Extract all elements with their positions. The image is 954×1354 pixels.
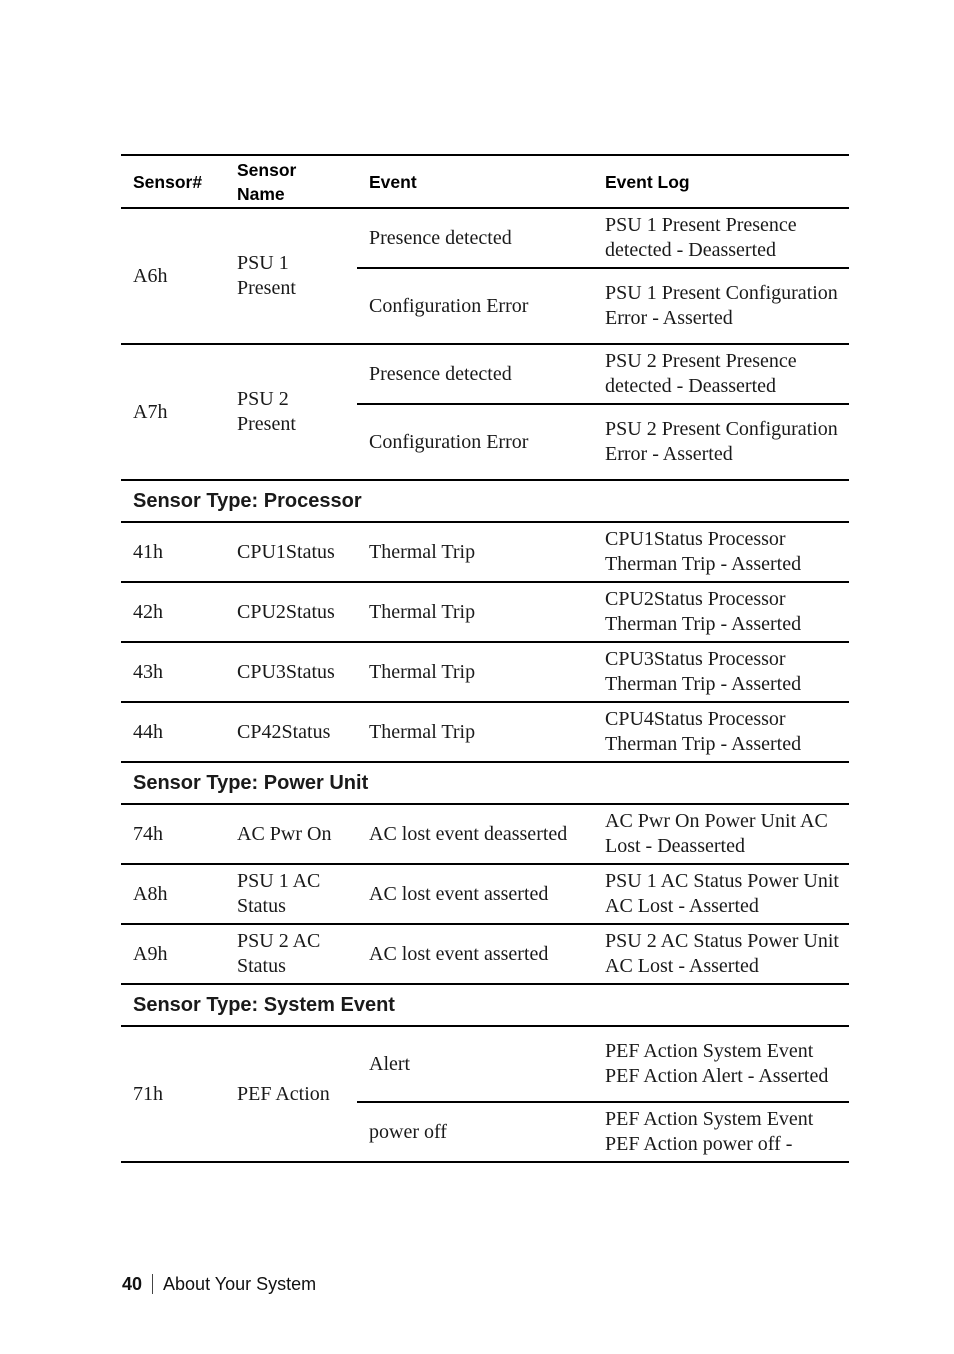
sensor-type-row	[121, 762, 849, 804]
event-cell: Alert	[369, 1052, 411, 1075]
table-row	[121, 702, 849, 762]
sensor-no-cell: A7h	[121, 344, 225, 480]
event-log-cell: PSU 1 Present Presence detected - Deasserted	[605, 214, 797, 261]
event-log-cell: PSU 2 Present Presence detected - Deasserted	[605, 350, 797, 397]
table-row	[121, 344, 849, 404]
event-cell: Thermal Trip	[357, 642, 593, 702]
sensor-no-cell: 42h	[121, 582, 225, 642]
sensor-name-cell: PSU 2 AC Status	[225, 924, 357, 984]
sensor-name-cell: CP42Status	[225, 702, 357, 762]
table-row	[121, 522, 849, 582]
header-sensor-no: Sensor#	[121, 155, 225, 208]
table-header-row	[121, 155, 849, 208]
sensor-name-cell: PEF Action	[225, 1026, 357, 1162]
event-cell: Configuration Error	[357, 268, 593, 344]
event-log-cell: PSU 2 AC Status Power Unit AC Lost - Asserted	[593, 924, 849, 984]
sensor-type-row	[121, 480, 849, 522]
event-log-cell: PSU 1 Present Configuration Error - Asserted	[593, 268, 849, 344]
sensor-no-cell: 74h	[121, 804, 225, 864]
table-row	[121, 1026, 849, 1102]
event-log-cell: CPU1Status Processor Therman Trip - Asserted	[593, 522, 849, 582]
sensor-type-power-unit: Sensor Type: Power Unit	[121, 762, 849, 804]
sensor-type-row	[121, 984, 849, 1026]
event-log-cell: PEF Action System Event PEF Action Alert - Asserted	[605, 1040, 829, 1087]
event-log-cell: CPU2Status Processor Therman Trip - Asserted	[593, 582, 849, 642]
event-cell: Presence detected	[369, 226, 512, 249]
table-row	[121, 804, 849, 864]
header-event-log: Event Log	[593, 155, 849, 208]
sensor-name-cell: PSU 1 Present	[225, 208, 357, 344]
event-cell: Thermal Trip	[357, 522, 593, 582]
event-cell: power off	[357, 1102, 593, 1162]
table-row	[121, 642, 849, 702]
event-cell: AC lost event asserted	[357, 864, 593, 924]
sensor-type-processor: Sensor Type: Processor	[121, 480, 849, 522]
event-cell: AC lost event asserted	[357, 924, 593, 984]
page-footer	[122, 1272, 316, 1296]
sensor-name-cell: AC Pwr On	[225, 804, 357, 864]
sensor-name-cell: CPU1Status	[225, 522, 357, 582]
sensor-no-cell: 41h	[121, 522, 225, 582]
header-sensor-name: Sensor Name	[225, 155, 357, 208]
sensor-name-cell: CPU2Status	[225, 582, 357, 642]
event-log-cell: CPU4Status Processor Therman Trip - Asserted	[593, 702, 849, 762]
event-log-cell: PEF Action System Event PEF Action power off -	[593, 1102, 849, 1162]
event-cell: Configuration Error	[357, 404, 593, 480]
event-log-cell: PSU 2 Present Configuration Error - Asserted	[593, 404, 849, 480]
sensor-type-system-event: Sensor Type: System Event	[121, 984, 849, 1026]
table-row	[121, 208, 849, 268]
footer-section-title: About Your System	[163, 1274, 317, 1294]
event-log-cell: CPU3Status Processor Therman Trip - Asserted	[593, 642, 849, 702]
header-event: Event	[357, 155, 593, 208]
sensor-event-table	[121, 154, 849, 1163]
table-row	[121, 582, 849, 642]
sensor-name-cell: PSU 2 Present	[225, 344, 357, 480]
page-number: 40	[122, 1274, 143, 1294]
sensor-no-cell: A6h	[121, 208, 225, 344]
sensor-no-cell: 44h	[121, 702, 225, 762]
sensor-no-cell: 71h	[121, 1026, 225, 1162]
event-cell: Presence detected	[369, 362, 512, 385]
sensor-no-cell: 43h	[121, 642, 225, 702]
event-cell: Thermal Trip	[357, 582, 593, 642]
sensor-no-cell: A8h	[121, 864, 225, 924]
event-log-cell: PSU 1 AC Status Power Unit AC Lost - Asserted	[593, 864, 849, 924]
event-cell: AC lost event deasserted	[357, 804, 593, 864]
table-row	[121, 924, 849, 984]
table-row	[121, 864, 849, 924]
event-cell: Thermal Trip	[357, 702, 593, 762]
sensor-no-cell: A9h	[121, 924, 225, 984]
sensor-name-cell: PSU 1 AC Status	[225, 864, 357, 924]
sensor-name-cell: CPU3Status	[225, 642, 357, 702]
event-log-cell: AC Pwr On Power Unit AC Lost - Deasserted	[593, 804, 849, 864]
footer-divider	[152, 1274, 153, 1294]
